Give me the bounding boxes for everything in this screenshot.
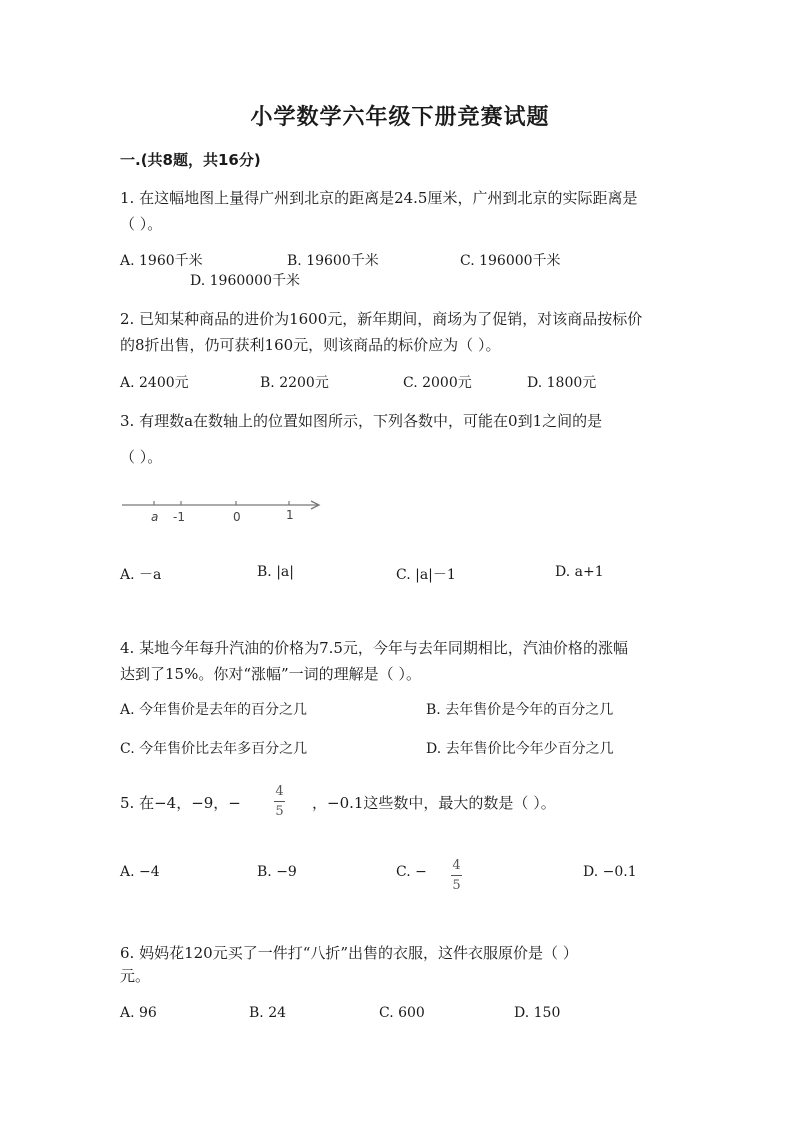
- axis-label-a: a: [151, 510, 159, 524]
- question-6-line-2: 元。: [120, 967, 151, 985]
- question-5-option-d: D. −0.1: [583, 864, 637, 880]
- fraction-denominator: 5: [275, 804, 284, 819]
- question-1-line-2: （ ）。: [120, 215, 163, 233]
- fraction-bar: [451, 875, 462, 876]
- question-3-option-d: D. a+1: [555, 564, 604, 580]
- question-4-option-d: D. 去年售价比今年少百分之几: [426, 741, 614, 757]
- axis-label-minus-1: -1: [173, 510, 185, 524]
- fraction-numerator: 4: [275, 784, 284, 799]
- question-1-option-a: A. 1960千米: [120, 253, 203, 269]
- axis-label-0: 0: [233, 510, 241, 524]
- question-1-option-b: B. 19600千米: [287, 253, 379, 269]
- question-6-line-1: 6. 妈妈花120元买了一件打“八折”出售的衣服，这件衣服原价是（ ）: [120, 944, 578, 962]
- question-6-option-c: C. 600: [379, 1005, 425, 1021]
- question-4-option-b: B. 去年售价是今年的百分之几: [426, 702, 614, 718]
- question-2-line-2: 的8折出售，仍可获利160元，则该商品的标价应为（ ）。: [120, 336, 501, 354]
- question-2-line-1: 2. 已知某种商品的进价为1600元，新年期间，商场为了促销，对该商品按标价: [120, 310, 643, 328]
- question-2-option-b: B. 2200元: [260, 375, 329, 391]
- question-6-option-b: B. 24: [249, 1005, 287, 1021]
- option-c-fraction: [451, 858, 462, 893]
- question-3-line-2: （ ）。: [120, 448, 163, 466]
- question-1-option-c: C. 196000千米: [460, 253, 561, 269]
- question-4-option-c: C. 今年售价比去年多百分之几: [120, 741, 308, 757]
- question-2-option-a: A. 2400元: [120, 375, 189, 391]
- question-5-suffix: ，−0.1这些数中，最大的数是（ ）。: [312, 794, 556, 812]
- question-5-option-b: B. −9: [257, 864, 297, 880]
- fraction-bar: [274, 801, 285, 802]
- question-5-fraction: [274, 784, 285, 819]
- fraction-numerator: 4: [452, 858, 461, 873]
- question-4-line-1: 4. 某地今年每升汽油的价格为7.5元，今年与去年同期相比，汽油价格的涨幅: [120, 639, 628, 657]
- question-1-option-d: D. 1960000千米: [190, 273, 300, 289]
- question-3-option-c: C. |a|－1: [396, 567, 456, 583]
- section-header: 一.(共8题，共16分): [120, 151, 261, 169]
- question-4-line-2: 达到了15%。你对“涨幅”一词的理解是（ ）。: [120, 665, 421, 683]
- question-3-option-a: A. －a: [120, 567, 162, 583]
- question-2-option-d: D. 1800元: [527, 375, 597, 391]
- fraction-denominator: 5: [452, 878, 461, 893]
- axis-label-1: 1: [286, 508, 294, 522]
- question-1-line-1: 1. 在这幅地图上量得广州到北京的距离是24.5厘米，广州到北京的实际距离是: [120, 189, 638, 207]
- question-3-option-b: B. |a|: [257, 564, 294, 580]
- question-5-prefix: 5. 在−4，−9，−: [120, 794, 241, 812]
- question-5-option-a: A. −4: [120, 864, 160, 880]
- question-6-option-d: D. 150: [514, 1005, 561, 1021]
- page-title: 小学数学六年级下册竞赛试题: [250, 104, 550, 130]
- question-4-option-a: A. 今年售价是去年的百分之几: [120, 702, 308, 718]
- question-6-option-a: A. 96: [120, 1005, 157, 1021]
- number-line-figure: [118, 494, 328, 530]
- question-2-option-c: C. 2000元: [403, 375, 472, 391]
- question-5-option-c: C. −: [396, 864, 427, 880]
- question-3-line-1: 3. 有理数a在数轴上的位置如图所示，下列各数中，可能在0到1之间的是: [120, 412, 603, 430]
